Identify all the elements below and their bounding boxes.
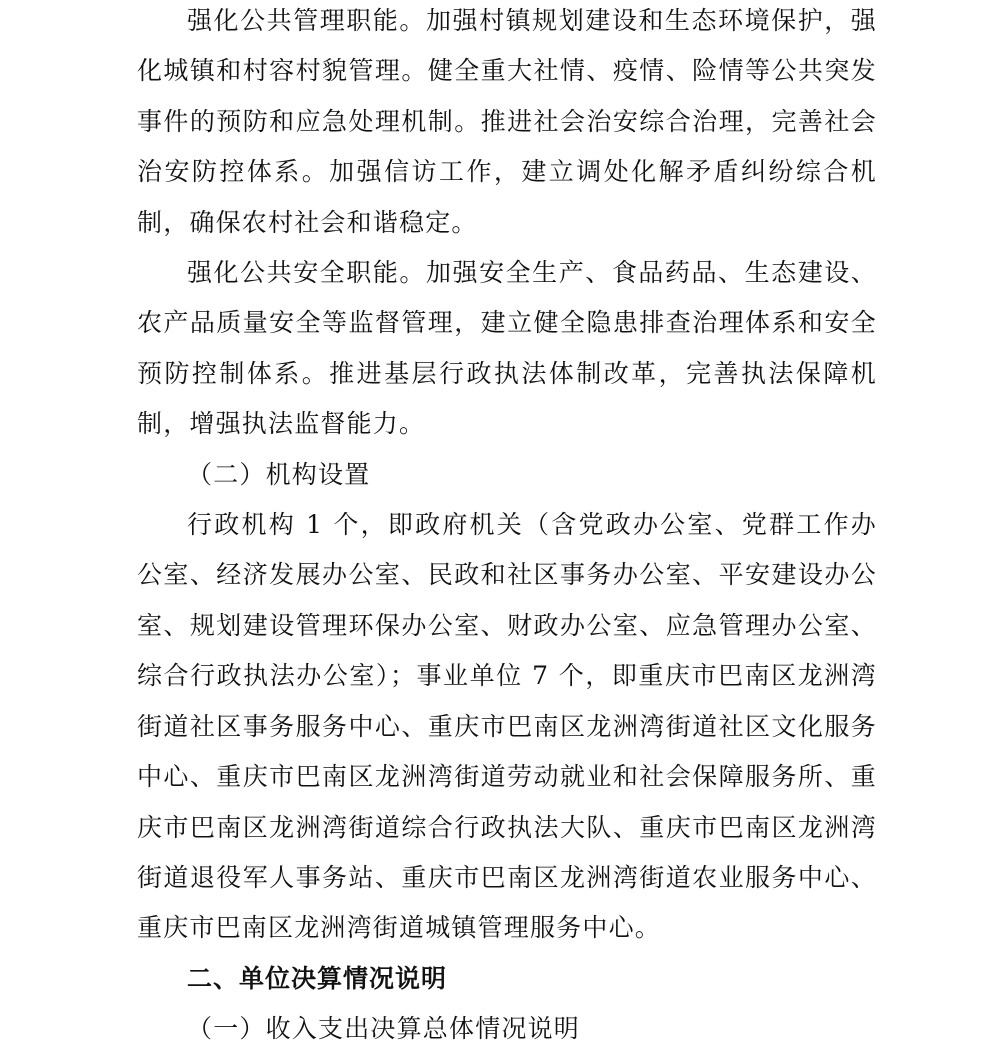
heading-section-two: 二、单位决算情况说明 bbox=[187, 963, 448, 993]
paragraph-public-safety: 强化公共安全职能。加强安全生产、食品药品、生态建设、农产品质量安全等监督管理，建立健全隐患排查治理体系和安全预防控制体系。推进基层行政执法体制改革，完善执法保障机制，增强执法监督能力。 bbox=[137, 258, 877, 439]
heading-org-setup: （二）机构设置 bbox=[187, 459, 371, 489]
heading-income-expense: （一）收入支出决算总体情况说明 bbox=[187, 1014, 581, 1044]
document-page bbox=[137, 0, 877, 1055]
paragraph-organization: 行政机构 1 个，即政府机关（含党政办公室、党群工作办公室、经济发展办公室、民政和社区事务办公室、平安建设办公室、规划建设管理环保办公室、财政办公室、应急管理办公室、综合行政执法办公室）；事业单位 7 个，即重庆市巴南区龙洲湾街道社区事务服务中心、重庆市巴南区龙洲湾街道社区文化服务中心、重庆市巴南区龙洲湾街道劳动就业和社会保障服务所、重庆市巴南区龙洲湾街道综合行政执法大队、重庆市巴南区龙洲湾街道退役军人事务站、重庆市巴南区龙洲湾街道农业服务中心、重庆市巴南区龙洲湾街道城镇管理服务中心。 bbox=[137, 510, 877, 943]
paragraph-public-management: 强化公共管理职能。加强村镇规划建设和生态环境保护，强化城镇和村容村貌管理。健全重大社情、疫情、险情等公共突发事件的预防和应急处理机制。推进社会治安综合治理，完善社会治安防控体系。加强信访工作，建立调处化解矛盾纠纷综合机制，确保农村社会和谐稳定。 bbox=[137, 6, 877, 237]
